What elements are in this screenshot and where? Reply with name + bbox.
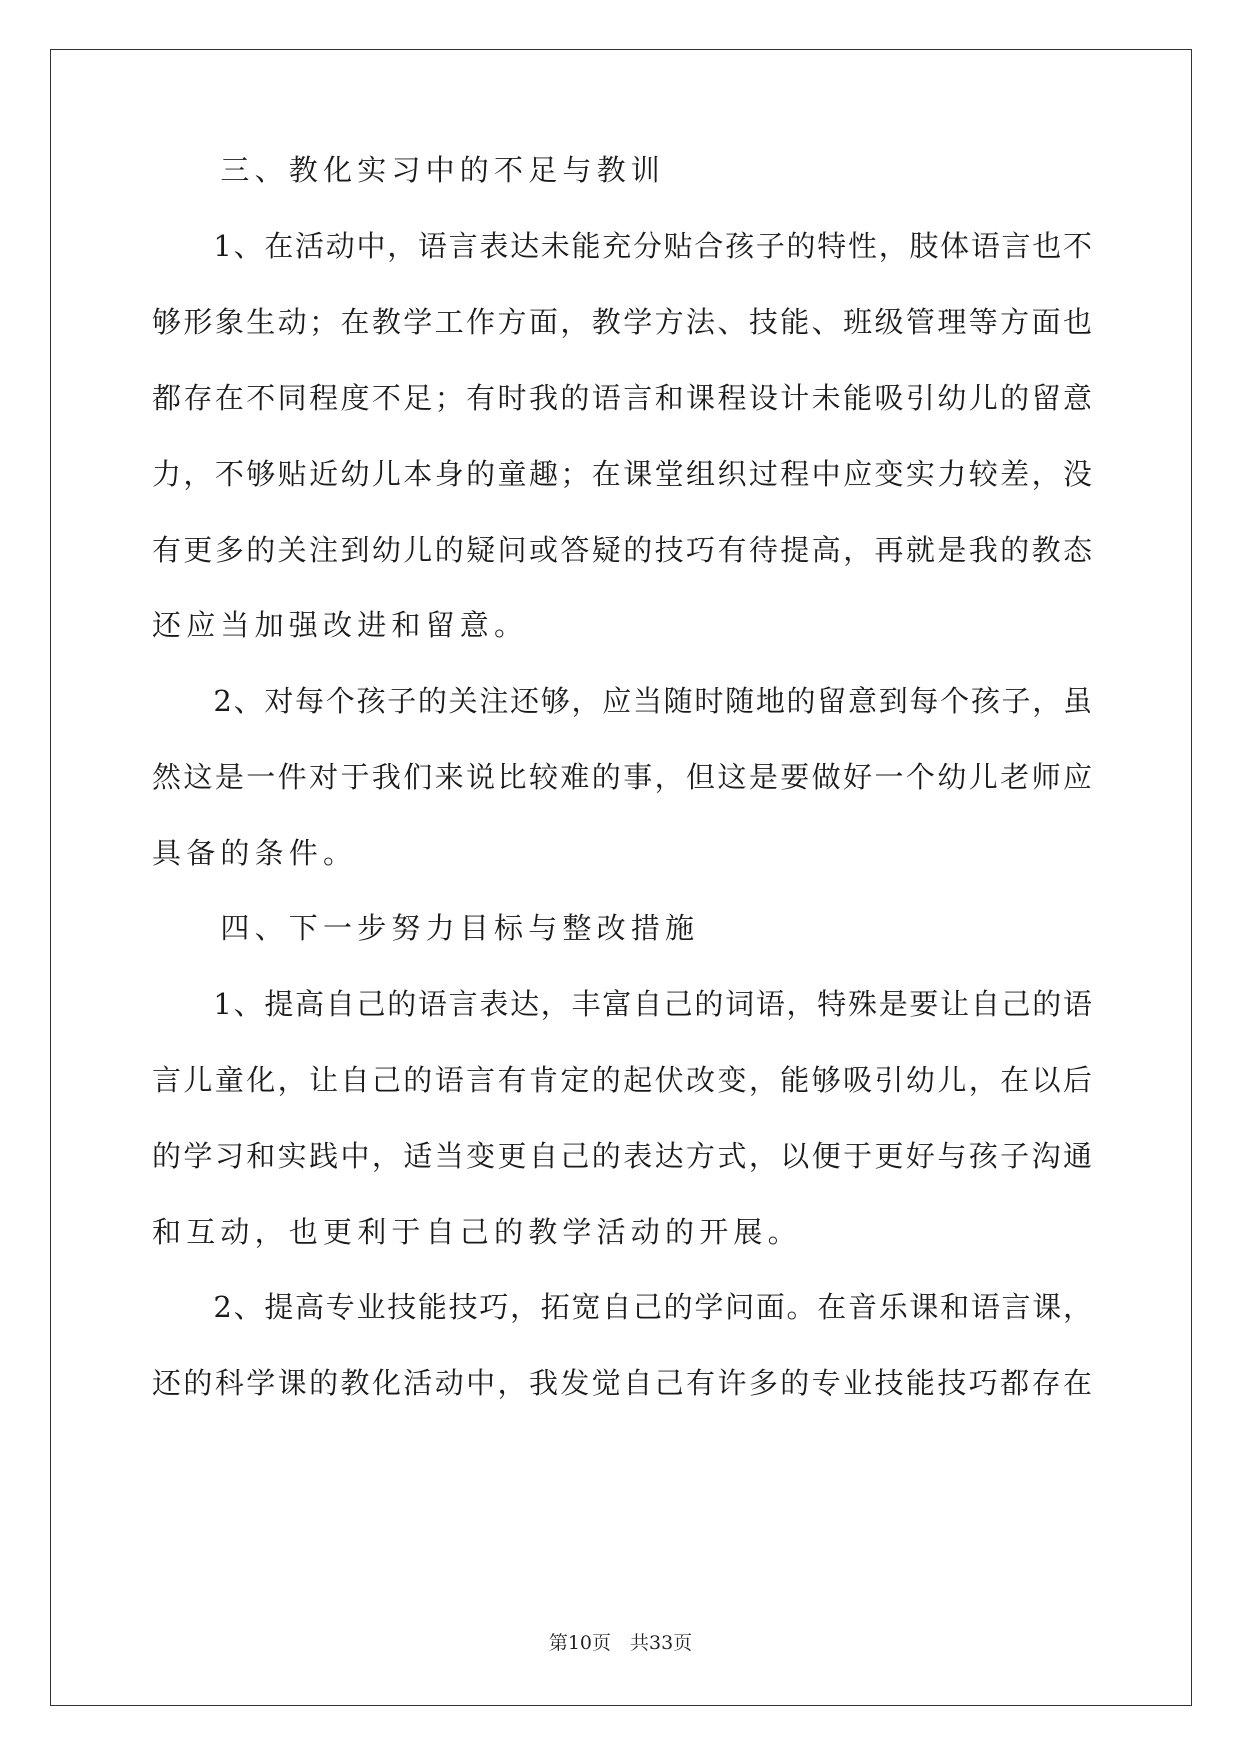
paragraph-line: 有更多的关注到幼儿的疑问或答疑的技巧有待提高，再就是我的教态 (152, 533, 1092, 567)
page-number: 第10页 共33页 (548, 1632, 693, 1654)
section-heading: 四、下一步努力目标与整改措施 (152, 911, 700, 945)
paragraph-line: 都存在不同程度不足；有时我的语言和课程设计未能吸引幼儿的留意 (152, 381, 1092, 415)
paragraph-line: 和互动，也更利于自己的教学活动的开展。 (152, 1215, 802, 1249)
paragraph-line: 言儿童化，让自己的语言有肯定的起伏改变，能够吸引幼儿，在以后 (152, 1063, 1092, 1097)
paragraph-line: 1、在活动中，语言表达未能充分贴合孩子的特性，肢体语言也不 (152, 229, 1092, 263)
paragraph-line: 力，不够贴近幼儿本身的童趣；在课堂组织过程中应变实力较差，没 (152, 457, 1092, 491)
paragraph-line: 够形象生动；在教学工作方面，教学方法、技能、班级管理等方面也 (152, 305, 1092, 339)
paragraph-line: 的学习和实践中，适当变更自己的表达方式，以便于更好与孩子沟通 (152, 1139, 1092, 1173)
page-border (50, 49, 1192, 1706)
section-heading: 三、教化实习中的不足与教训 (152, 153, 666, 187)
paragraph-line: 2、对每个孩子的关注还够，应当随时随地的留意到每个孩子，虽 (152, 684, 1092, 718)
paragraph-line: 1、提高自己的语言表达，丰富自己的词语，特殊是要让自己的语 (152, 987, 1092, 1021)
paragraph-line: 还的科学课的教化活动中，我发觉自己有许多的专业技能技巧都存在 (152, 1366, 1092, 1400)
paragraph-line: 然这是一件对于我们来说比较难的事，但这是要做好一个幼儿老师应 (152, 760, 1092, 794)
paragraph-line: 还应当加强改进和留意。 (152, 608, 529, 642)
paragraph-line: 具备的条件。 (152, 836, 358, 870)
paragraph-line: 2、提高专业技能技巧，拓宽自己的学问面。在音乐课和语言课， (152, 1290, 1092, 1324)
